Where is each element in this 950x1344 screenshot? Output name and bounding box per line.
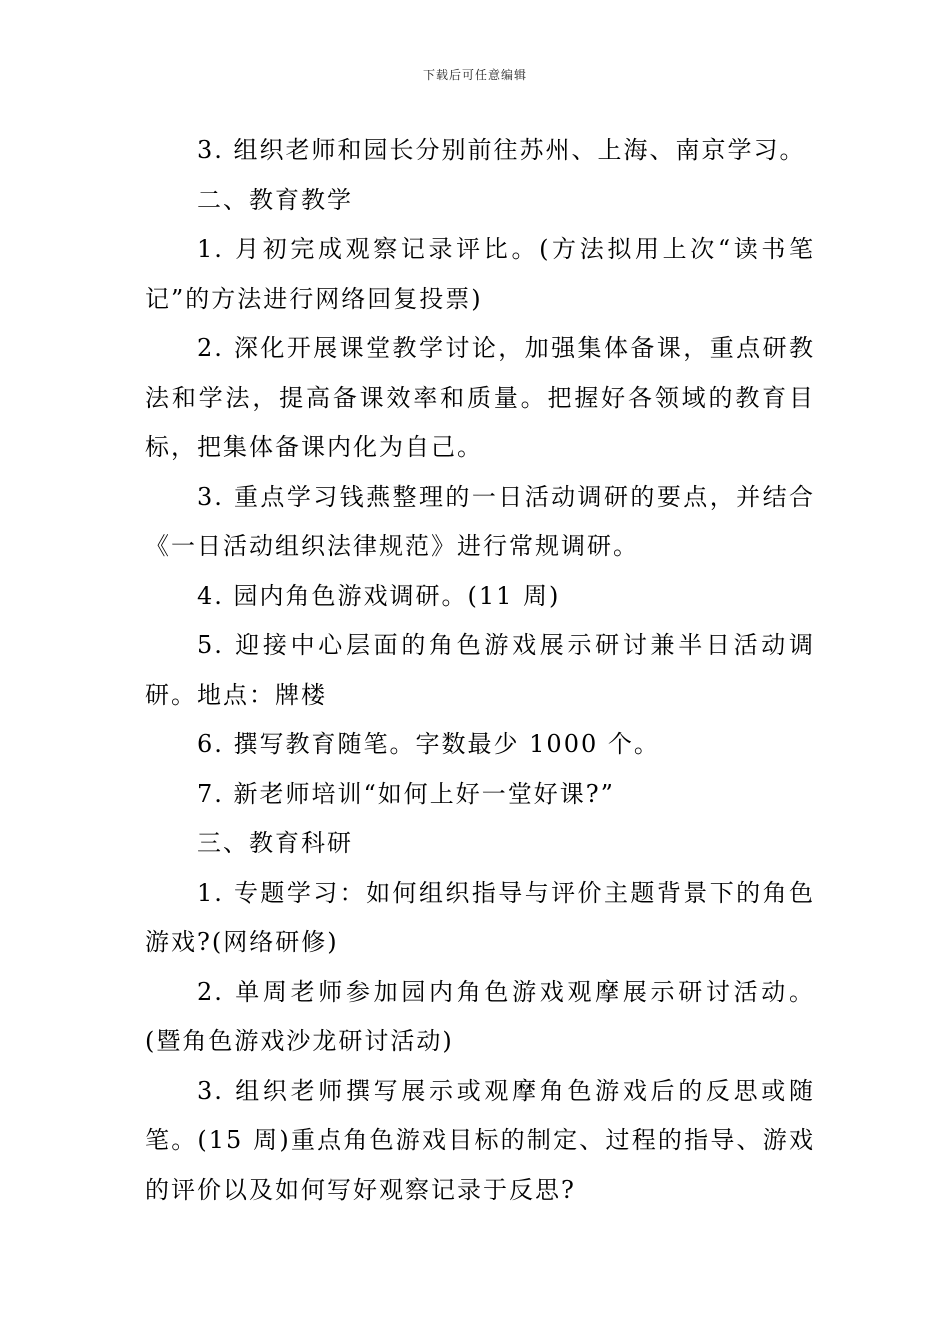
paragraph-new-teacher-training: 7. 新老师培训“如何上好一堂好课?”	[197, 779, 615, 808]
section-heading-education-teaching: 二、教育教学	[197, 185, 353, 214]
paragraph-study-trip: 3. 组织老师和园长分别前往苏州、上海、南京学习。	[197, 136, 806, 164]
paragraph-topic-study: 1. 专题学习：如何组织指导与评价主题背景下的角色游戏?(网络研修)	[145, 878, 815, 956]
paragraph-weekly-observation: 2. 单周老师参加园内角色游戏观摩展示研讨活动。(暨角色游戏沙龙研讨活动)	[145, 977, 815, 1055]
document-body	[145, 126, 815, 1215]
paragraph-center-showcase: 5. 迎接中心层面的角色游戏展示研讨兼半日活动调研。地点：牌楼	[145, 631, 815, 709]
section-heading-education-research: 三、教育科研	[197, 829, 353, 857]
paragraph-role-play-research: 4. 园内角色游戏调研。(11 周)	[197, 581, 561, 610]
paragraph-education-essay: 6. 撰写教育随笔。字数最少 1000 个。	[197, 730, 660, 758]
page-header: 下载后可任意编辑	[422, 68, 527, 82]
paragraph-reflection-writing: 3. 组织老师撰写展示或观摩角色游戏后的反思或随笔。(15 周)重点角色游戏目标的制定、过程的指导、游戏的评价以及如何写好观察记录于反思?	[145, 1076, 815, 1204]
paragraph-observation-review: 1. 月初完成观察记录评比。(方法拟用上次“读书笔记”的方法进行网络回复投票)	[145, 235, 815, 313]
paragraph-lesson-discussion: 2. 深化开展课堂教学讨论，加强集体备课，重点研教法和学法，提高备课效率和质量。把握好各领域的教育目标，把集体备课内化为自己。	[145, 334, 815, 461]
paragraph-daily-activity-research: 3. 重点学习钱燕整理的一日活动调研的要点，并结合《一日活动组织法律规范》进行常规调研。	[145, 482, 815, 560]
